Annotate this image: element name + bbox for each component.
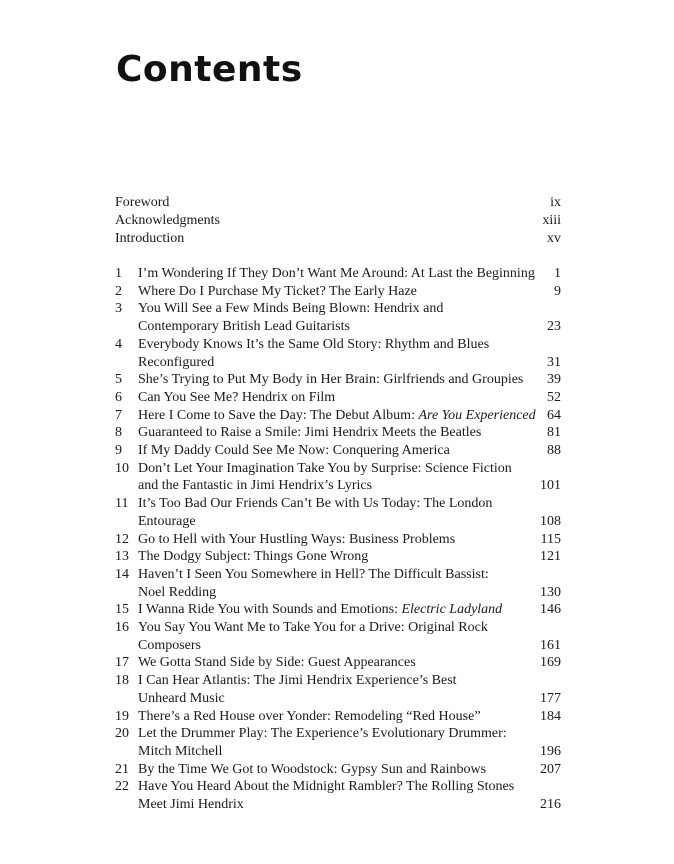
chapter-page-number: 184 (540, 708, 561, 724)
chapter-page-number: 39 (547, 372, 561, 388)
chapter-title-line (138, 442, 541, 460)
chapter-title-line (138, 796, 534, 814)
chapter-number: 8 (115, 425, 122, 441)
chapter-title-text: Don’t Let Your Imagination Take You by Surprise: Science Fiction (138, 460, 512, 476)
chapter-title-text: You Will See a Few Minds Being Blown: Hendrix and (138, 301, 444, 317)
chapter-page-number: 23 (547, 319, 561, 335)
chapter-number: 10 (115, 460, 129, 476)
chapter-title-line (138, 584, 534, 602)
chapter-title-line (138, 336, 541, 354)
chapter-number: 13 (115, 549, 129, 565)
chapter-title (138, 300, 541, 335)
chapter-title (138, 778, 534, 813)
chapter-title-line (138, 619, 534, 637)
chapter-number: 21 (115, 761, 129, 777)
chapter-title-text: She’s Trying to Put My Body in Her Brain: Girlfriends and Groupies (138, 372, 524, 388)
chapter-page-number: 88 (547, 443, 561, 459)
chapter-number: 18 (115, 673, 129, 689)
front-matter-label: Introduction (115, 231, 185, 246)
chapter-title-text: We Gotta Stand Side by Side: Guest Appearances (138, 655, 416, 671)
front-matter-label: Foreword (115, 195, 170, 210)
chapter-title-text: Where Do I Purchase My Ticket? The Early Haze (138, 283, 417, 299)
chapter-title-line (138, 389, 541, 407)
chapter-title (138, 761, 534, 779)
chapter-number: 3 (115, 301, 122, 317)
chapter-title-text: Guaranteed to Raise a Smile: Jimi Hendrix Meets the Beatles (138, 425, 482, 441)
chapter-entry[interactable] (115, 265, 561, 283)
chapter-title-text: and the Fantastic in Jimi Hendrix’s Lyrics (138, 478, 373, 494)
front-matter-page: ix (550, 195, 561, 210)
chapter-number: 12 (115, 531, 129, 547)
chapter-entry[interactable] (115, 460, 561, 495)
chapter-entry[interactable] (115, 619, 561, 654)
chapter-number: 6 (115, 389, 122, 405)
chapter-title-line (138, 513, 534, 531)
chapter-title-italic: Electric Ladyland (401, 602, 503, 618)
chapter-title-text: It’s Too Bad Our Friends Can’t Be with Us Today: The London (138, 496, 493, 512)
chapter-title-text: There’s a Red House over Yonder: Remodeling “Red House” (138, 708, 481, 724)
page-title: Contents (116, 49, 303, 90)
front-matter-item[interactable] (115, 212, 561, 230)
chapter-entry[interactable] (115, 424, 561, 442)
chapter-entry[interactable] (115, 566, 561, 601)
chapter-entry[interactable] (115, 548, 561, 566)
chapter-title-line (138, 672, 534, 690)
chapter-title-text: Go to Hell with Your Hustling Ways: Business Problems (138, 531, 456, 547)
chapter-page-number: 169 (540, 655, 561, 671)
chapter-title-text: I Can Hear Atlantis: The Jimi Hendrix Experience’s Best (138, 673, 457, 689)
chapter-title-text: Contemporary British Lead Guitarists (138, 319, 350, 335)
chapter-title (138, 566, 534, 601)
chapter-page-number: 161 (540, 637, 561, 653)
front-matter-item[interactable] (115, 230, 561, 248)
chapter-number: 2 (115, 283, 122, 299)
chapter-entry[interactable] (115, 761, 561, 779)
chapter-page-number: 115 (540, 531, 561, 547)
chapter-title-text: You Say You Want Me to Take You for a Drive: Original Rock (138, 620, 488, 636)
chapter-page-number: 81 (547, 425, 561, 441)
chapter-number: 17 (115, 655, 129, 671)
chapter-page-number: 52 (547, 389, 561, 405)
chapter-title (138, 424, 541, 442)
chapter-title (138, 548, 534, 566)
chapter-page-number: 1 (554, 266, 561, 281)
chapter-title-text: Everybody Knows It’s the Same Old Story: Rhythm and Blues (138, 336, 490, 352)
chapter-title-text: Here I Come to Save the Day: The Debut Album: (138, 407, 419, 423)
chapter-entry[interactable] (115, 283, 561, 301)
chapter-page-number: 64 (547, 407, 561, 423)
chapter-title-text: Can You See Me? Hendrix on Film (138, 389, 336, 405)
chapter-number: 19 (115, 708, 129, 724)
chapter-entry[interactable] (115, 601, 561, 619)
chapter-list (115, 265, 561, 814)
chapter-page-number: 101 (540, 478, 561, 494)
chapter-title-text: Composers (138, 637, 201, 653)
chapter-title-line (138, 725, 534, 743)
chapter-number: 9 (115, 443, 122, 459)
chapter-title (138, 407, 541, 425)
chapter-title-line (138, 477, 534, 495)
chapter-number: 7 (115, 407, 122, 423)
chapter-title-line (138, 690, 534, 708)
chapter-entry[interactable] (115, 708, 561, 726)
chapter-entry[interactable] (115, 778, 561, 813)
front-matter-item[interactable] (115, 194, 561, 212)
chapter-title-line (138, 654, 534, 672)
chapter-title-line (138, 778, 534, 796)
chapter-number: 4 (115, 336, 122, 352)
chapter-title-line (138, 265, 548, 283)
chapter-entry[interactable] (115, 371, 561, 389)
chapter-title-line (138, 601, 534, 619)
front-matter-label: Acknowledgments (115, 213, 220, 228)
chapter-page-number: 216 (540, 797, 561, 813)
chapter-number: 5 (115, 372, 122, 388)
chapter-title-line (138, 761, 534, 779)
chapter-entry[interactable] (115, 442, 561, 460)
chapter-title (138, 265, 548, 283)
chapter-entry[interactable] (115, 725, 561, 760)
chapter-title-line (138, 354, 541, 372)
chapter-number: 16 (115, 620, 129, 636)
chapter-title (138, 442, 541, 460)
chapter-number: 20 (115, 726, 129, 742)
chapter-entry[interactable] (115, 300, 561, 335)
chapter-title (138, 460, 534, 495)
chapter-title (138, 619, 534, 654)
chapter-title (138, 336, 541, 371)
chapter-title-line (138, 566, 534, 584)
front-matter-page: xiii (542, 213, 561, 228)
chapter-title-line (138, 318, 541, 336)
chapter-title-line (138, 708, 534, 726)
chapter-entry[interactable] (115, 495, 561, 530)
chapter-title-line (138, 300, 541, 318)
chapter-title-text: Have You Heard About the Midnight Rambler? The Rolling Stones (138, 779, 515, 795)
chapter-page-number: 196 (540, 743, 561, 759)
chapter-page-number: 146 (540, 602, 561, 618)
chapter-title-text: I’m Wondering If They Don’t Want Me Around: At Last the Beginning (138, 266, 535, 281)
front-matter-page: xv (547, 231, 561, 246)
chapter-page-number: 108 (540, 513, 561, 529)
chapter-title (138, 672, 534, 707)
chapter-title-text: By the Time We Got to Woodstock: Gypsy Sun and Rainbows (138, 761, 487, 777)
chapter-title-line (138, 424, 541, 442)
chapter-title-line (138, 637, 534, 655)
chapter-page-number: 130 (540, 584, 561, 600)
chapter-title-text: Meet Jimi Hendrix (138, 797, 244, 813)
chapter-title (138, 495, 534, 530)
chapter-entry[interactable] (115, 654, 561, 672)
chapter-title-text: If My Daddy Could See Me Now: Conquering America (138, 443, 450, 459)
chapter-title-text: Entourage (138, 513, 196, 529)
chapter-title-text: Let the Drummer Play: The Experience’s Evolutionary Drummer: (138, 726, 507, 742)
chapter-entry[interactable] (115, 672, 561, 707)
chapter-title (138, 371, 541, 389)
chapter-entry[interactable] (115, 336, 561, 371)
chapter-page-number: 177 (540, 690, 561, 706)
chapter-title-text: Unheard Music (138, 690, 225, 706)
chapter-title (138, 389, 541, 407)
chapter-title-text: Noel Redding (138, 584, 217, 600)
chapter-number: 14 (115, 566, 129, 582)
chapter-title-line (138, 531, 535, 549)
chapter-title-italic: Are You Experienced (418, 407, 536, 423)
chapter-page-number: 207 (540, 761, 561, 777)
chapter-title-text: The Dodgy Subject: Things Gone Wrong (138, 549, 369, 565)
chapter-title (138, 531, 535, 549)
chapter-title (138, 601, 534, 619)
chapter-title (138, 725, 534, 760)
chapter-title-text: I Wanna Ride You with Sounds and Emotions: (138, 602, 402, 618)
chapter-number: 1 (115, 266, 122, 281)
chapter-title-text: Reconfigured (138, 354, 215, 370)
chapter-title-line (138, 743, 534, 761)
chapter-page-number: 31 (547, 354, 561, 370)
chapter-title-text: Mitch Mitchell (138, 743, 223, 759)
chapter-entry[interactable] (115, 531, 561, 549)
chapter-title-line (138, 548, 534, 566)
chapter-title (138, 708, 534, 726)
chapter-title-text: Haven’t I Seen You Somewhere in Hell? The Difficult Bassist: (138, 566, 489, 582)
chapter-entry[interactable] (115, 389, 561, 407)
front-matter-list (115, 194, 561, 248)
chapter-title-line (138, 371, 541, 389)
chapter-number: 15 (115, 602, 129, 618)
chapter-page-number: 121 (540, 549, 561, 565)
chapter-entry[interactable] (115, 407, 561, 425)
chapter-title (138, 654, 534, 672)
chapter-number: 22 (115, 779, 129, 795)
chapter-title-line (138, 460, 534, 478)
chapter-title-line (138, 407, 541, 425)
chapter-title (138, 283, 548, 301)
chapter-number: 11 (115, 496, 129, 512)
chapter-title-line (138, 283, 548, 301)
chapter-page-number: 9 (554, 283, 561, 299)
chapter-title-line (138, 495, 534, 513)
